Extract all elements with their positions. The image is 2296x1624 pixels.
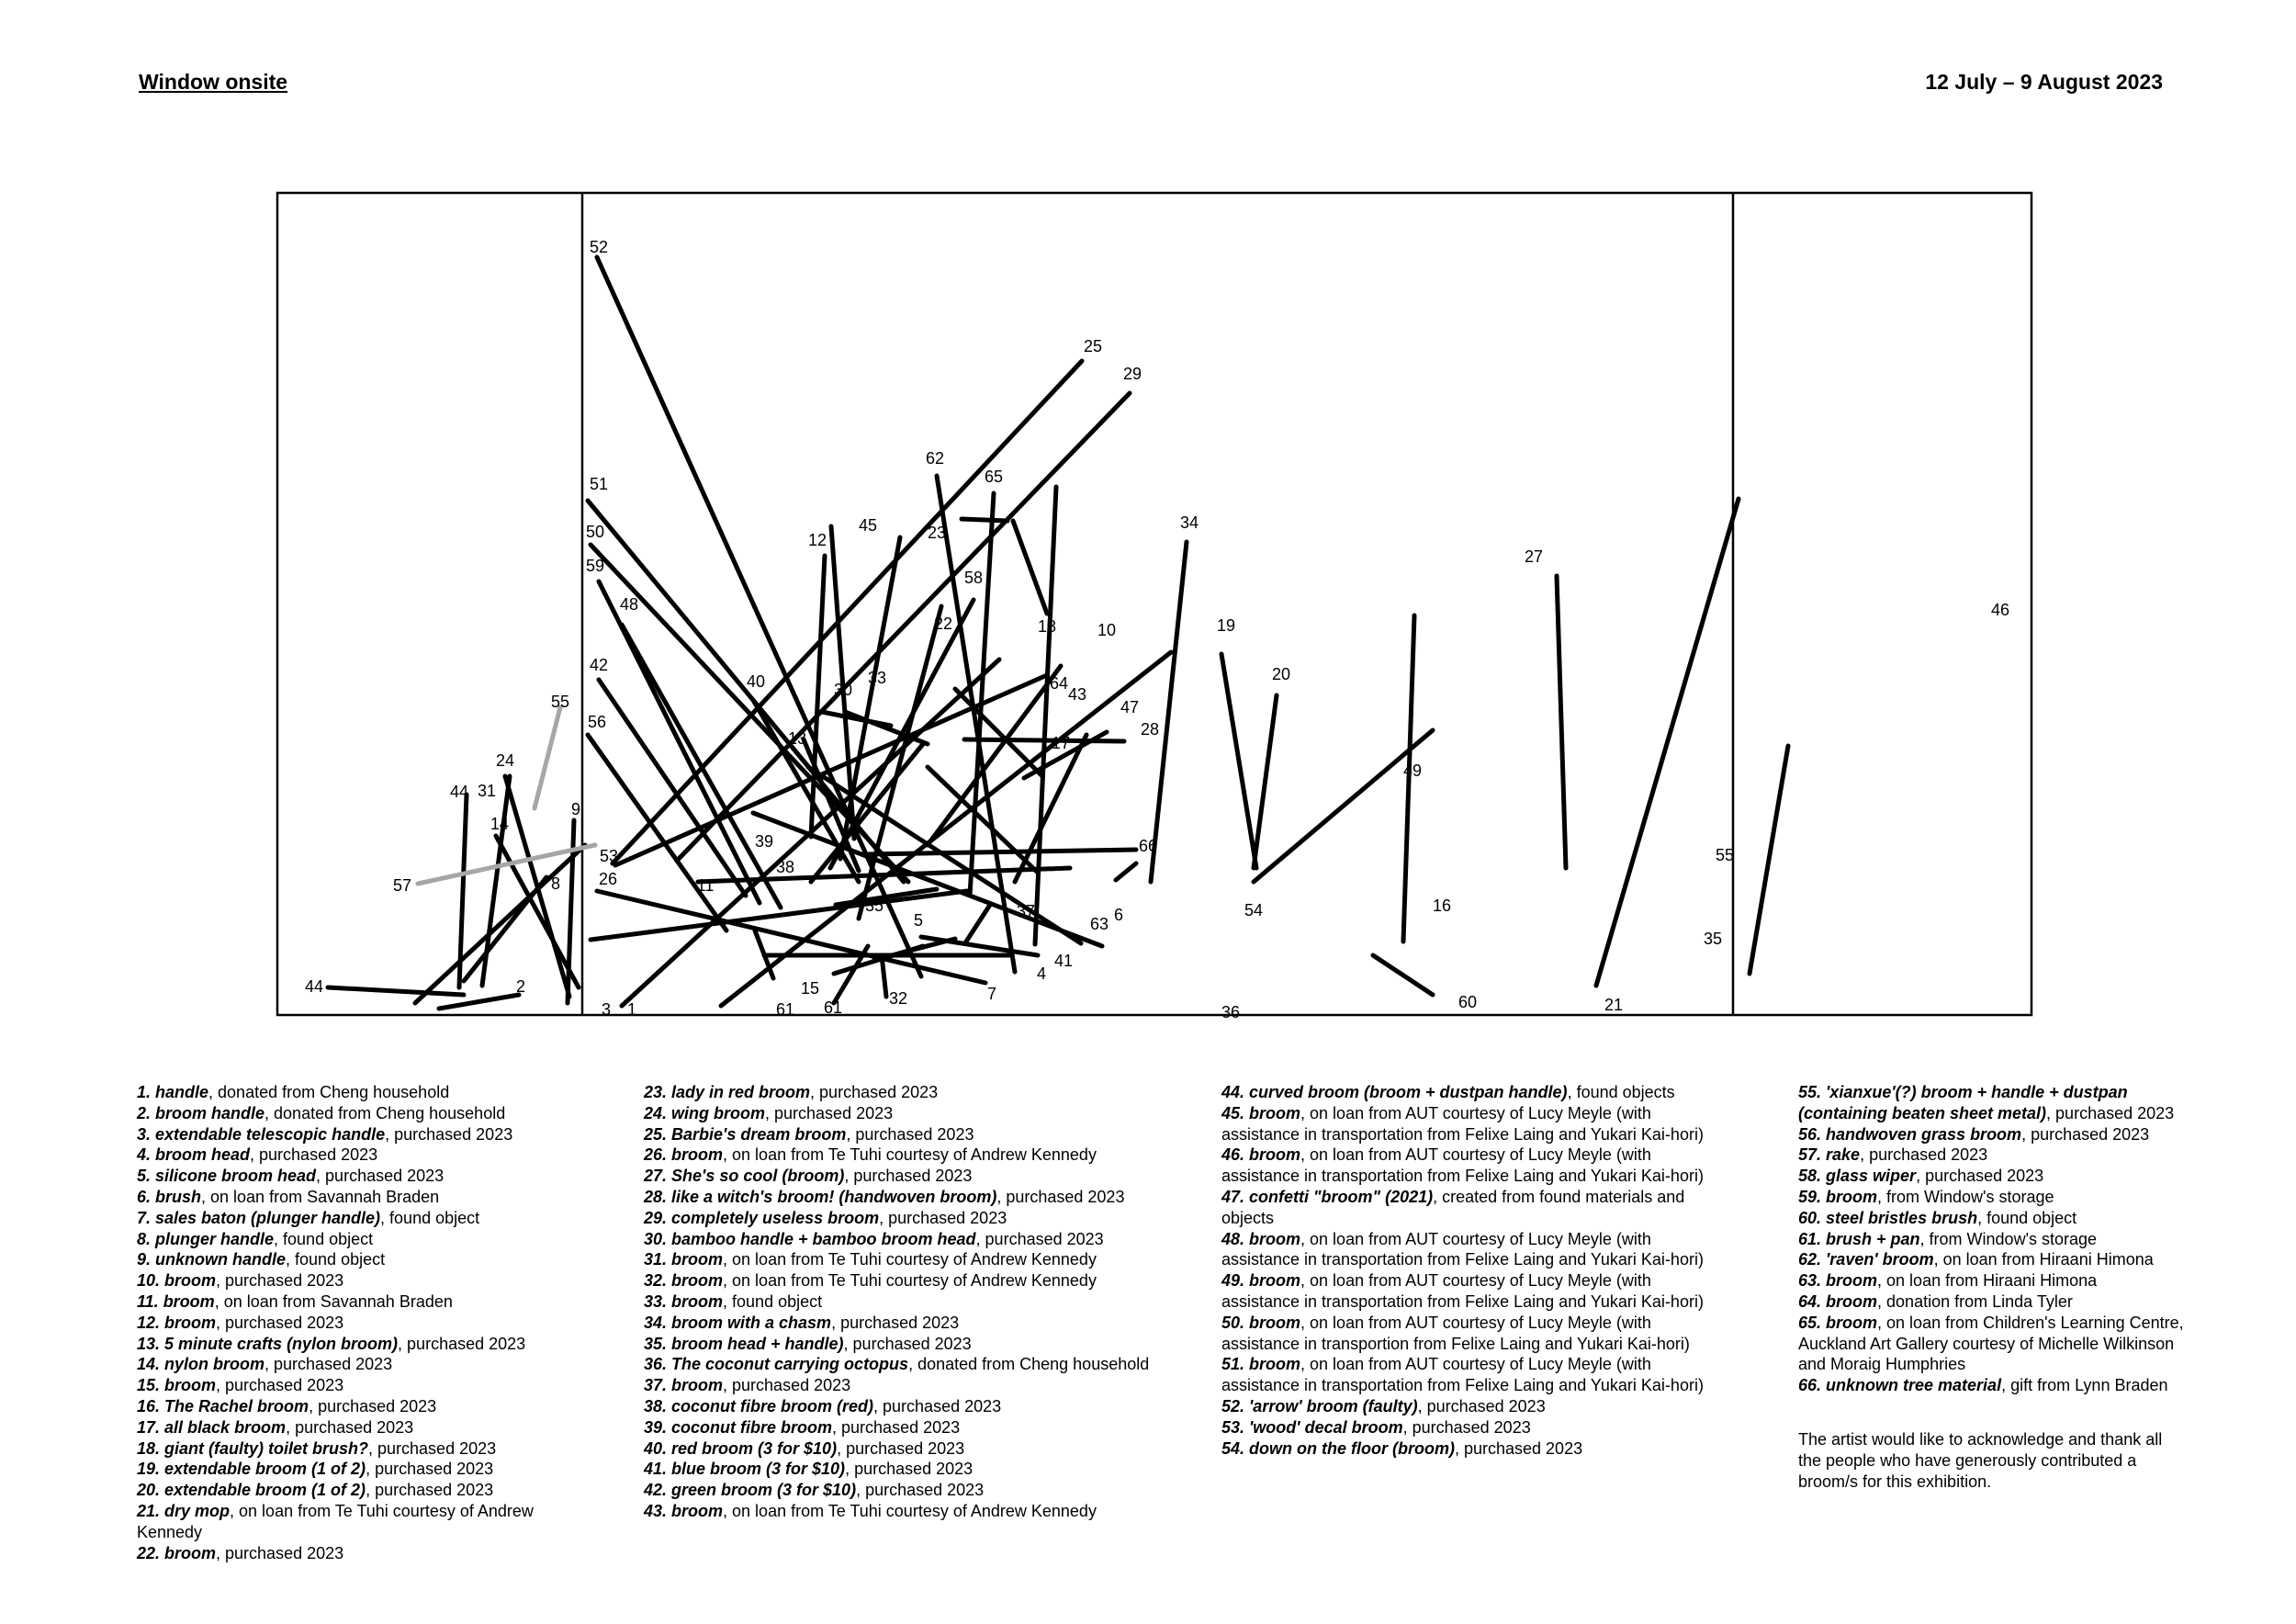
broom-line — [464, 877, 546, 981]
legend-item: 1. handle, donated from Cheng household — [137, 1083, 450, 1101]
legend-item: 14. nylon broom, purchased 2023 — [137, 1355, 393, 1374]
broom-number-label: 55 — [550, 693, 570, 711]
legend-item: 30. bamboo handle + bamboo broom head, purchased 2023 — [644, 1229, 1104, 1248]
broom-number-label: 20 — [1271, 665, 1291, 683]
legend-item: 35. broom head + handle), purchased 2023 — [644, 1334, 972, 1353]
acknowledgement-text: The artist would like to acknowledge and thank all the people who have generously contributed a broom/s for this exhibition. — [1798, 1429, 2163, 1491]
broom-number-label: 34 — [1179, 513, 1199, 532]
broom-number-label: 7 — [986, 985, 997, 1003]
broom-number-label: 51 — [589, 475, 609, 493]
legend-item: 26. broom, on loan from Te Tuhi courtesy of Andrew Kennedy — [644, 1145, 1097, 1165]
broom-line — [868, 850, 1136, 854]
broom-line — [415, 845, 585, 1003]
broom-line — [962, 519, 1007, 521]
broom-number-label: 57 — [392, 876, 412, 895]
legend-item: 61. brush + pan, from Window's storage — [1798, 1229, 2098, 1248]
legend-item: 17. all black broom, purchased 2023 — [137, 1417, 414, 1437]
broom-number-label: 63 — [1089, 915, 1109, 933]
broom-number-label: 12 — [807, 531, 827, 549]
broom-line — [1116, 863, 1136, 880]
broom-line — [1373, 955, 1433, 995]
broom-number-label: 18 — [1037, 617, 1057, 636]
broom-line — [328, 987, 464, 995]
legend-item: 37. broom, purchased 2023 — [644, 1376, 851, 1395]
broom-number-label: 66 — [1138, 837, 1158, 855]
broom-number-label: 16 — [1432, 897, 1452, 915]
legend-item: 55. 'xianxue'(?) broom + handle + dustpan (containing beaten sheet metal), purchased 2023 — [1798, 1083, 2175, 1122]
broom-number-label: 9 — [570, 800, 581, 818]
broom-number-label: 26 — [598, 870, 618, 888]
legend-item: 49. broom, on loan from AUT courtesy of Lucy Meyle (with assistance in transportation from Felixe Laing and Yukari Kai-hori) — [1221, 1271, 1704, 1311]
legend-item: 42. green broom (3 for $10), purchased 2023 — [644, 1481, 985, 1500]
broom-line-highlight — [535, 707, 560, 808]
broom-number-label: 35 — [1703, 930, 1723, 948]
broom-number-label: 3 — [601, 1000, 612, 1019]
legend-item: 8. plunger handle, found object — [137, 1229, 374, 1248]
legend-item: 36. The coconut carrying octopus, donated from Cheng household — [644, 1355, 1150, 1374]
broom-line — [1750, 746, 1788, 974]
legend-item: 66. unknown tree material, gift from Lynn Braden — [1798, 1376, 2168, 1395]
broom-number-label: 8 — [550, 874, 561, 893]
broom-number-label: 46 — [1990, 601, 2010, 619]
legend-item: 59. broom, from Window's storage — [1798, 1187, 2054, 1206]
legend-item: 40. red broom (3 for $10), purchased 2023 — [644, 1438, 965, 1458]
legend-item: 38. coconut fibre broom (red), purchased 2023 — [644, 1396, 1002, 1415]
broom-number-label: 23 — [927, 524, 947, 542]
legend-item: 5. silicone broom head, purchased 2023 — [137, 1167, 445, 1186]
broom-number-label: 15 — [800, 979, 820, 998]
broom-number-label: 60 — [1458, 993, 1478, 1011]
legend-item: 58. glass wiper, purchased 2023 — [1798, 1167, 2044, 1186]
legend-item: 54. down on the floor (broom), purchased 2023 — [1221, 1438, 1583, 1458]
legend-column-2 — [644, 1082, 1158, 1522]
broom-number-label: 54 — [1244, 901, 1264, 919]
broom-number-label: 6 — [1113, 906, 1124, 924]
legend-item: 22. broom, purchased 2023 — [137, 1543, 344, 1562]
legend-item: 44. curved broom (broom + dustpan handle), found objects — [1221, 1083, 1675, 1101]
broom-line — [1596, 499, 1739, 986]
legend-item: 4. broom head, purchased 2023 — [137, 1145, 378, 1165]
legend-item: 13. 5 minute crafts (nylon broom), purchased 2023 — [137, 1334, 526, 1353]
legend-item: 60. steel bristles brush, found object — [1798, 1208, 2077, 1227]
broom-number-label: 41 — [1053, 952, 1074, 970]
legend-item: 25. Barbie's dream broom, purchased 2023 — [644, 1124, 974, 1144]
broom-line — [1035, 487, 1056, 944]
broom-number-label: 4 — [1036, 964, 1047, 983]
legend-item: 45. broom, on loan from AUT courtesy of Lucy Meyle (with assistance in transportation from Felixe Laing and Yukari Kai-hori) — [1221, 1103, 1704, 1144]
broom-number-label: 49 — [1402, 761, 1423, 780]
exhibition-title: Window onsite — [139, 70, 288, 94]
legend-item: 23. lady in red broom, purchased 2023 — [644, 1083, 939, 1101]
broom-number-label: 65 — [984, 468, 1004, 486]
legend-item: 48. broom, on loan from AUT courtesy of Lucy Meyle (with assistance in transportation from Felixe Laing and Yukari Kai-hori) — [1221, 1229, 1704, 1269]
legend-item: 24. wing broom, purchased 2023 — [644, 1103, 894, 1122]
legend-item: 29. completely useless broom, purchased 2023 — [644, 1208, 1007, 1227]
legend-item: 11. broom, on loan from Savannah Braden — [137, 1291, 453, 1311]
legend-item: 52. 'arrow' broom (faulty), purchased 2023 — [1221, 1396, 1546, 1415]
legend-item: 46. broom, on loan from AUT courtesy of Lucy Meyle (with assistance in transportation from Felixe Laing and Yukari Kai-hori) — [1221, 1145, 1704, 1186]
legend-item: 18. giant (faulty) toilet brush?, purchased 2023 — [137, 1438, 497, 1458]
broom-line — [1254, 695, 1277, 868]
legend-item: 10. broom, purchased 2023 — [137, 1271, 344, 1291]
legend-item: 28. like a witch's broom! (handwoven broom), purchased 2023 — [644, 1187, 1125, 1206]
broom-number-label: 59 — [585, 557, 605, 575]
legend-item: 62. 'raven' broom, on loan from Hiraani Himona — [1798, 1250, 2154, 1269]
legend-item: 21. dry mop, on loan from Te Tuhi courtesy of Andrew Kennedy — [137, 1501, 534, 1541]
legend-item: 27. She's so cool (broom), purchased 2023 — [644, 1167, 973, 1186]
broom-line — [966, 905, 990, 942]
broom-number-label: 32 — [888, 989, 908, 1008]
broom-number-label: 17 — [1051, 734, 1071, 752]
broom-number-label: 21 — [1604, 996, 1624, 1014]
broom-number-label: 58 — [963, 569, 984, 587]
legend-item: 47. confetti "broom" (2021), created from found materials and objects — [1221, 1187, 1685, 1227]
legend-item: 20. extendable broom (1 of 2), purchased 2023 — [137, 1481, 494, 1500]
broom-number-label: 36 — [1221, 1003, 1241, 1021]
legend-item: 34. broom with a chasm, purchased 2023 — [644, 1313, 960, 1332]
broom-number-label: 37 — [1016, 902, 1036, 920]
broom-number-label: 29 — [1122, 365, 1142, 383]
broom-number-label: 64 — [1049, 674, 1069, 693]
legend-item: 3. extendable telescopic handle, purchased 2023 — [137, 1124, 513, 1144]
broom-number-label: 47 — [1120, 698, 1140, 716]
broom-number-label: 24 — [495, 751, 515, 770]
broom-line — [1151, 542, 1187, 882]
broom-number-label: 56 — [587, 713, 607, 731]
broom-line — [1557, 576, 1566, 868]
broom-number-label: 52 — [589, 238, 609, 256]
broom-line — [955, 689, 1042, 776]
broom-number-label: 43 — [1067, 685, 1087, 704]
broom-number-label: 5 — [913, 911, 924, 930]
legend-item: 7. sales baton (plunger handle), found object — [137, 1208, 480, 1227]
broom-number-label: 42 — [589, 656, 609, 674]
broom-number-label: 39 — [754, 832, 774, 851]
legend-item: 6. brush, on loan from Savannah Braden — [137, 1187, 440, 1206]
broom-number-label: 50 — [585, 523, 605, 541]
legend-column-1 — [137, 1082, 568, 1563]
broom-number-label: 53 — [599, 847, 619, 865]
broom-number-label: 1 — [626, 1000, 637, 1019]
legend-item: 50. broom, on loan from AUT courtesy of Lucy Meyle (with assistance in transportion from Felixe Laing and Yukari Kai-hori) — [1221, 1313, 1690, 1353]
legend-item: 39. coconut fibre broom, purchased 2023 — [644, 1417, 961, 1437]
exhibition-dates: 12 July – 9 August 2023 — [1925, 70, 2163, 94]
legend-item: 2. broom handle, donated from Cheng household — [137, 1103, 506, 1122]
broom-number-label: 61 — [775, 1000, 795, 1019]
broom-line — [622, 625, 781, 908]
broom-line — [721, 652, 1171, 1006]
broom-number-label: 2 — [515, 977, 526, 996]
broom-line — [811, 556, 825, 837]
legend-column-4 — [1798, 1082, 2184, 1492]
broom-number-label: 44 — [449, 783, 469, 801]
legend-item: 15. broom, purchased 2023 — [137, 1376, 344, 1395]
legend-item: 16. The Rachel broom, purchased 2023 — [137, 1396, 437, 1415]
legend-item: 31. broom, on loan from Te Tuhi courtesy of Andrew Kennedy — [644, 1250, 1097, 1269]
broom-number-label: 19 — [1216, 616, 1236, 635]
broom-number-label: 48 — [619, 595, 639, 614]
broom-number-label: 61 — [823, 998, 843, 1017]
legend-item: 32. broom, on loan from Te Tuhi courtesy of Andrew Kennedy — [644, 1271, 1097, 1291]
broom-number-label: 38 — [775, 858, 795, 876]
broom-number-label: 33 — [867, 669, 887, 687]
broom-number-label: 11 — [696, 876, 715, 895]
broom-number-label: 31 — [477, 782, 497, 800]
broom-number-label: 13 — [787, 729, 807, 748]
broom-line — [1221, 654, 1256, 868]
broom-number-label: 55 — [1715, 846, 1735, 864]
legend-item: 33. broom, found object — [644, 1291, 823, 1311]
broom-number-label: 30 — [833, 681, 853, 699]
broom-line — [921, 937, 1038, 955]
legend-item: 53. 'wood' decal broom, purchased 2023 — [1221, 1417, 1531, 1437]
legend-item: 64. broom, donation from Linda Tyler — [1798, 1291, 2073, 1311]
broom-number-label: 25 — [1083, 337, 1103, 355]
legend-item: 51. broom, on loan from AUT courtesy of Lucy Meyle (with assistance in transportation from Felixe Laing and Yukari Kai-hori) — [1221, 1355, 1704, 1395]
legend-item: 9. unknown handle, found object — [137, 1250, 386, 1269]
legend-item: 56. handwoven grass broom, purchased 2023 — [1798, 1124, 2150, 1144]
legend-item: 63. broom, on loan from Hiraani Himona — [1798, 1271, 2098, 1291]
broom-number-label: 45 — [858, 516, 878, 535]
broom-number-label: 62 — [925, 449, 945, 468]
legend-item: 57. rake, purchased 2023 — [1798, 1145, 1988, 1165]
broom-number-label: 35 — [864, 897, 884, 915]
legend-item: 65. broom, on loan from Children's Learning Centre, Auckland Art Gallery courtesy of Michelle Wilkinson and Moraig Humphries — [1798, 1313, 2184, 1374]
broom-line — [439, 995, 519, 1009]
legend-item: 43. broom, on loan from Te Tuhi courtesy of Andrew Kennedy — [644, 1501, 1097, 1520]
broom-number-label: 14 — [490, 815, 510, 833]
broom-number-label: 28 — [1140, 720, 1160, 739]
broom-number-label: 22 — [933, 615, 953, 633]
legend-item: 19. extendable broom (1 of 2), purchased 2023 — [137, 1460, 494, 1479]
broom-number-label: 44 — [304, 977, 324, 996]
broom-number-label: 10 — [1097, 621, 1117, 639]
legend-column-3 — [1221, 1082, 1708, 1459]
legend-item: 41. blue broom (3 for $10), purchased 2023 — [644, 1460, 974, 1479]
broom-number-label: 27 — [1524, 547, 1544, 566]
legend-item: 12. broom, purchased 2023 — [137, 1313, 344, 1332]
broom-number-label: 40 — [746, 672, 766, 691]
broom-line — [1013, 521, 1047, 614]
